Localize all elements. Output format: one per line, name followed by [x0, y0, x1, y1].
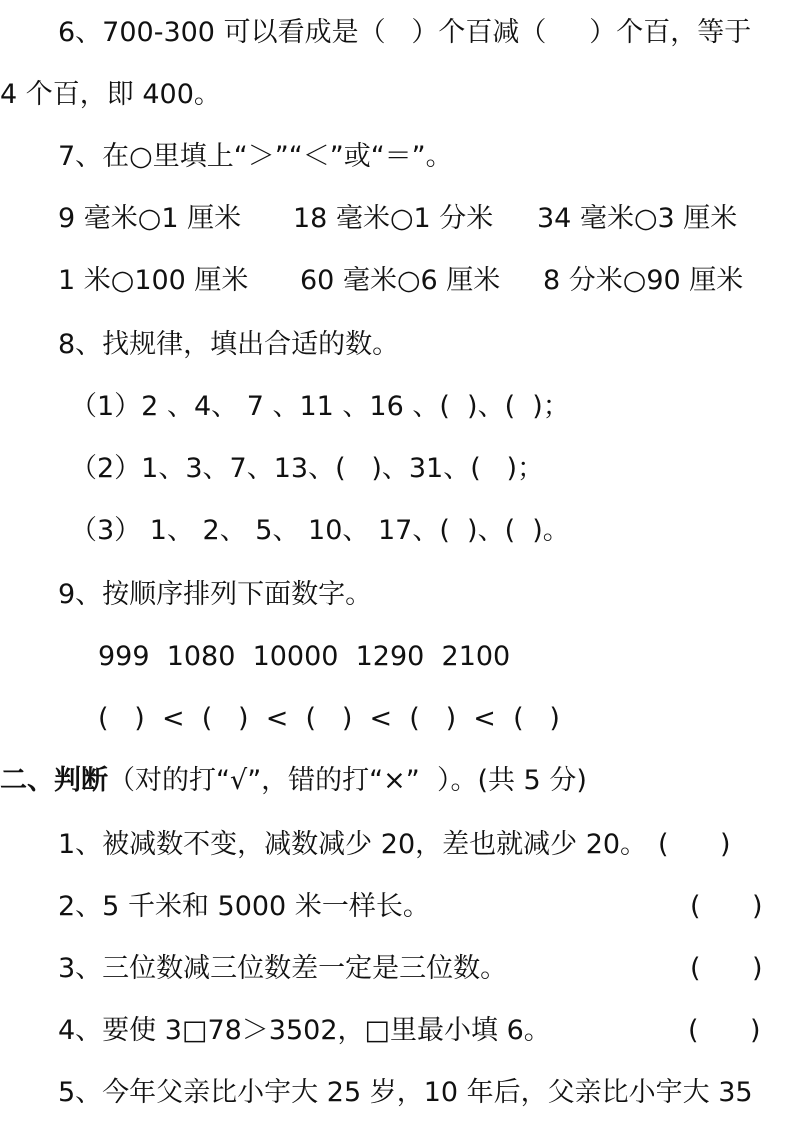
judge-item-1-text: 1、被减数不变，减数减少 20，差也就减少 20。: [58, 829, 648, 860]
judge-item-4-text: 4、要使 3□78＞3502，□里最小填 6。: [58, 1015, 551, 1046]
q9-numbers: 999 1080 10000 1290 2100: [98, 641, 511, 672]
judge-item-2-blank: ( ): [690, 891, 763, 922]
q7-title: 7、在○里填上“＞”“＜”或“＝”。: [58, 141, 453, 172]
q7-row2-item3: 8 分米○90 厘米: [543, 265, 744, 296]
judge-item-2-text: 2、5 千米和 5000 米一样长。: [58, 891, 430, 922]
q6-line1: 6、700-300 可以看成是（ ）个百减（ ）个百，等于: [58, 17, 752, 48]
q8-item-2: （2）1、3、7、13、( )、31、( )；: [70, 453, 545, 484]
judge-item-4-blank: ( ): [688, 1015, 761, 1046]
q7-row1-item1: 9 毫米○1 厘米: [58, 203, 242, 234]
judge-item-5-text: 5、今年父亲比小宇大 25 岁，10 年后，父亲比小宇大 35: [58, 1077, 753, 1108]
q6-line2: 4 个百，即 400。: [0, 79, 221, 110]
q7-row1-item3: 34 毫米○3 厘米: [537, 203, 738, 234]
section2-note: （对的打“√”，错的打“×” ）。(共 5 分): [108, 765, 587, 796]
section2-heading: 二、判断: [0, 765, 108, 796]
q7-row2-item1: 1 米○100 厘米: [58, 265, 249, 296]
section2-header: [0, 764, 587, 798]
q9-title: 9、按顺序排列下面数字。: [58, 579, 373, 610]
q8-title: 8、找规律，填出合适的数。: [58, 329, 400, 360]
judge-item-3-text: 3、三位数减三位数差一定是三位数。: [58, 953, 508, 984]
judge-item-1-blank: ( ): [658, 829, 731, 860]
q8-item-1: （1）2 、4、 7 、11 、16 、( )、( )；: [70, 391, 570, 422]
q7-row1-item2: 18 毫米○1 分米: [293, 203, 494, 234]
judge-item-3-blank: ( ): [690, 953, 763, 984]
q9-answer-blanks: ( ) < ( ) < ( ) < ( ) < ( ): [98, 703, 560, 734]
q8-item-3: （3） 1、 2、 5、 10、 17、( )、( )。: [70, 515, 570, 546]
q7-row2-item2: 60 毫米○6 厘米: [300, 265, 501, 296]
